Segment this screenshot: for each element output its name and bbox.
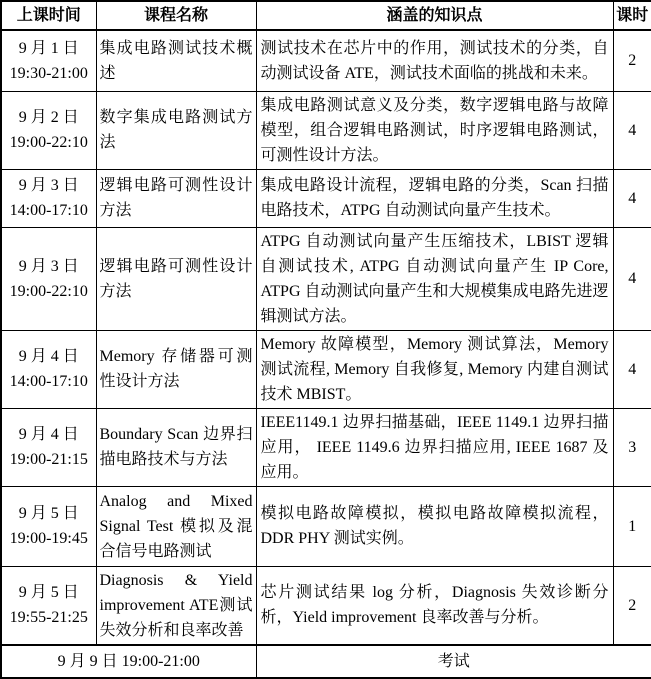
class-time-range: 19:00-19:45 [9,530,88,547]
cell-class-time [1,30,96,91]
class-time-range: 19:55-21:25 [9,609,88,626]
table-footer-row [1,645,651,678]
cell-knowledge-points: 测试技术在芯片中的作用，测试技术的分类，自动测试设备 ATE，测试技术面临的挑战和未来。 [256,30,613,91]
table-row [1,169,651,227]
table-row [1,227,651,330]
cell-knowledge-points: ATPG 自动测试向量产生压缩技术，LBIST 逻辑自测试技术, ATPG 自动测试向量产生 IP Core, ATPG 自动测试向量产生和大规模集成电路先进逻辑测试方法。 [256,227,613,330]
class-date: 9 月 3 日 [18,257,79,275]
class-time-range: 19:00-21:15 [9,451,88,468]
class-date: 9 月 3 日 [18,177,79,194]
class-date: 9 月 5 日 [18,505,79,522]
header-knowledge-points: 涵盖的知识点 [256,1,613,30]
cell-knowledge-points: Memory 故障模型，Memory 测试算法，Memory 测试流程, Memory 自我修复, Memory 内建自测试技术 MBIST。 [256,330,613,408]
cell-course-name: Analog and Mixed Signal Test 模拟及混合信号电路测试 [96,486,256,566]
header-class-time: 上课时间 [1,1,96,30]
class-date: 9 月 2 日 [18,109,79,126]
cell-class-time [1,408,96,486]
cell-course-name: 集成电路测试技术概述 [96,30,256,91]
class-time-range: 19:00-22:10 [9,134,88,151]
table-row [1,30,651,91]
cell-class-time [1,566,96,645]
class-time-range: 19:00-22:10 [9,282,88,300]
cell-class-hours: 4 [613,227,651,330]
cell-course-name: Diagnosis & Yield improvement ATE测试失效分析和良率改善 [96,566,256,645]
cell-class-time [1,486,96,566]
table-row [1,330,651,408]
cell-class-hours: 1 [613,486,651,566]
cell-course-name: 数字集成电路测试方法 [96,91,256,169]
cell-exam-datetime: 9 月 9 日 19:00-21:00 [1,645,256,678]
cell-exam-label: 考试 [256,645,651,678]
class-time-range: 19:30-21:00 [9,64,88,82]
cell-knowledge-points: 模拟电路故障模拟，模拟电路故障模拟流程，DDR PHY 测试实例。 [256,486,613,566]
cell-class-time [1,227,96,330]
table-row [1,486,651,566]
cell-knowledge-points: 集成电路设计流程，逻辑电路的分类，Scan 扫描电路技术，ATPG 自动测试向量产生技术。 [256,169,613,227]
cell-class-hours: 2 [613,566,651,645]
cell-course-name: 逻辑电路可测性设计方法 [96,227,256,330]
cell-class-hours: 4 [613,330,651,408]
cell-class-hours: 3 [613,408,651,486]
table-header-row [1,1,651,30]
header-class-hours: 课时 [613,1,651,30]
cell-knowledge-points: 集成电路测试意义及分类，数字逻辑电路与故障模型，组合逻辑电路测试，时序逻辑电路测试，可测性设计方法。 [256,91,613,169]
cell-course-name: Boundary Scan 边界扫描电路技术与方法 [96,408,256,486]
cell-course-name: Memory 存储器可测性设计方法 [96,330,256,408]
cell-knowledge-points: 芯片测试结果 log 分析，Diagnosis 失效诊断分析，Yield improvement 良率改善与分析。 [256,566,613,645]
table-row [1,566,651,645]
class-date: 9 月 4 日 [18,348,79,365]
cell-class-time [1,91,96,169]
cell-class-time [1,330,96,408]
class-time-range: 14:00-17:10 [9,202,88,219]
class-date: 9 月 4 日 [18,426,79,443]
cell-class-hours: 4 [613,91,651,169]
header-course-name: 课程名称 [96,1,256,30]
cell-class-time [1,169,96,227]
table-row [1,91,651,169]
cell-class-hours: 2 [613,30,651,91]
cell-class-hours: 4 [613,169,651,227]
cell-knowledge-points: IEEE1149.1 边界扫描基础，IEEE 1149.1 边界扫描应用， IEEE 1149.6 边界扫描应用, IEEE 1687 及应用。 [256,408,613,486]
class-time-range: 14:00-17:10 [9,373,88,390]
class-date: 9 月 1 日 [18,39,79,57]
cell-course-name: 逻辑电路可测性设计方法 [96,169,256,227]
table-row [1,408,651,486]
class-date: 9 月 5 日 [18,584,79,601]
